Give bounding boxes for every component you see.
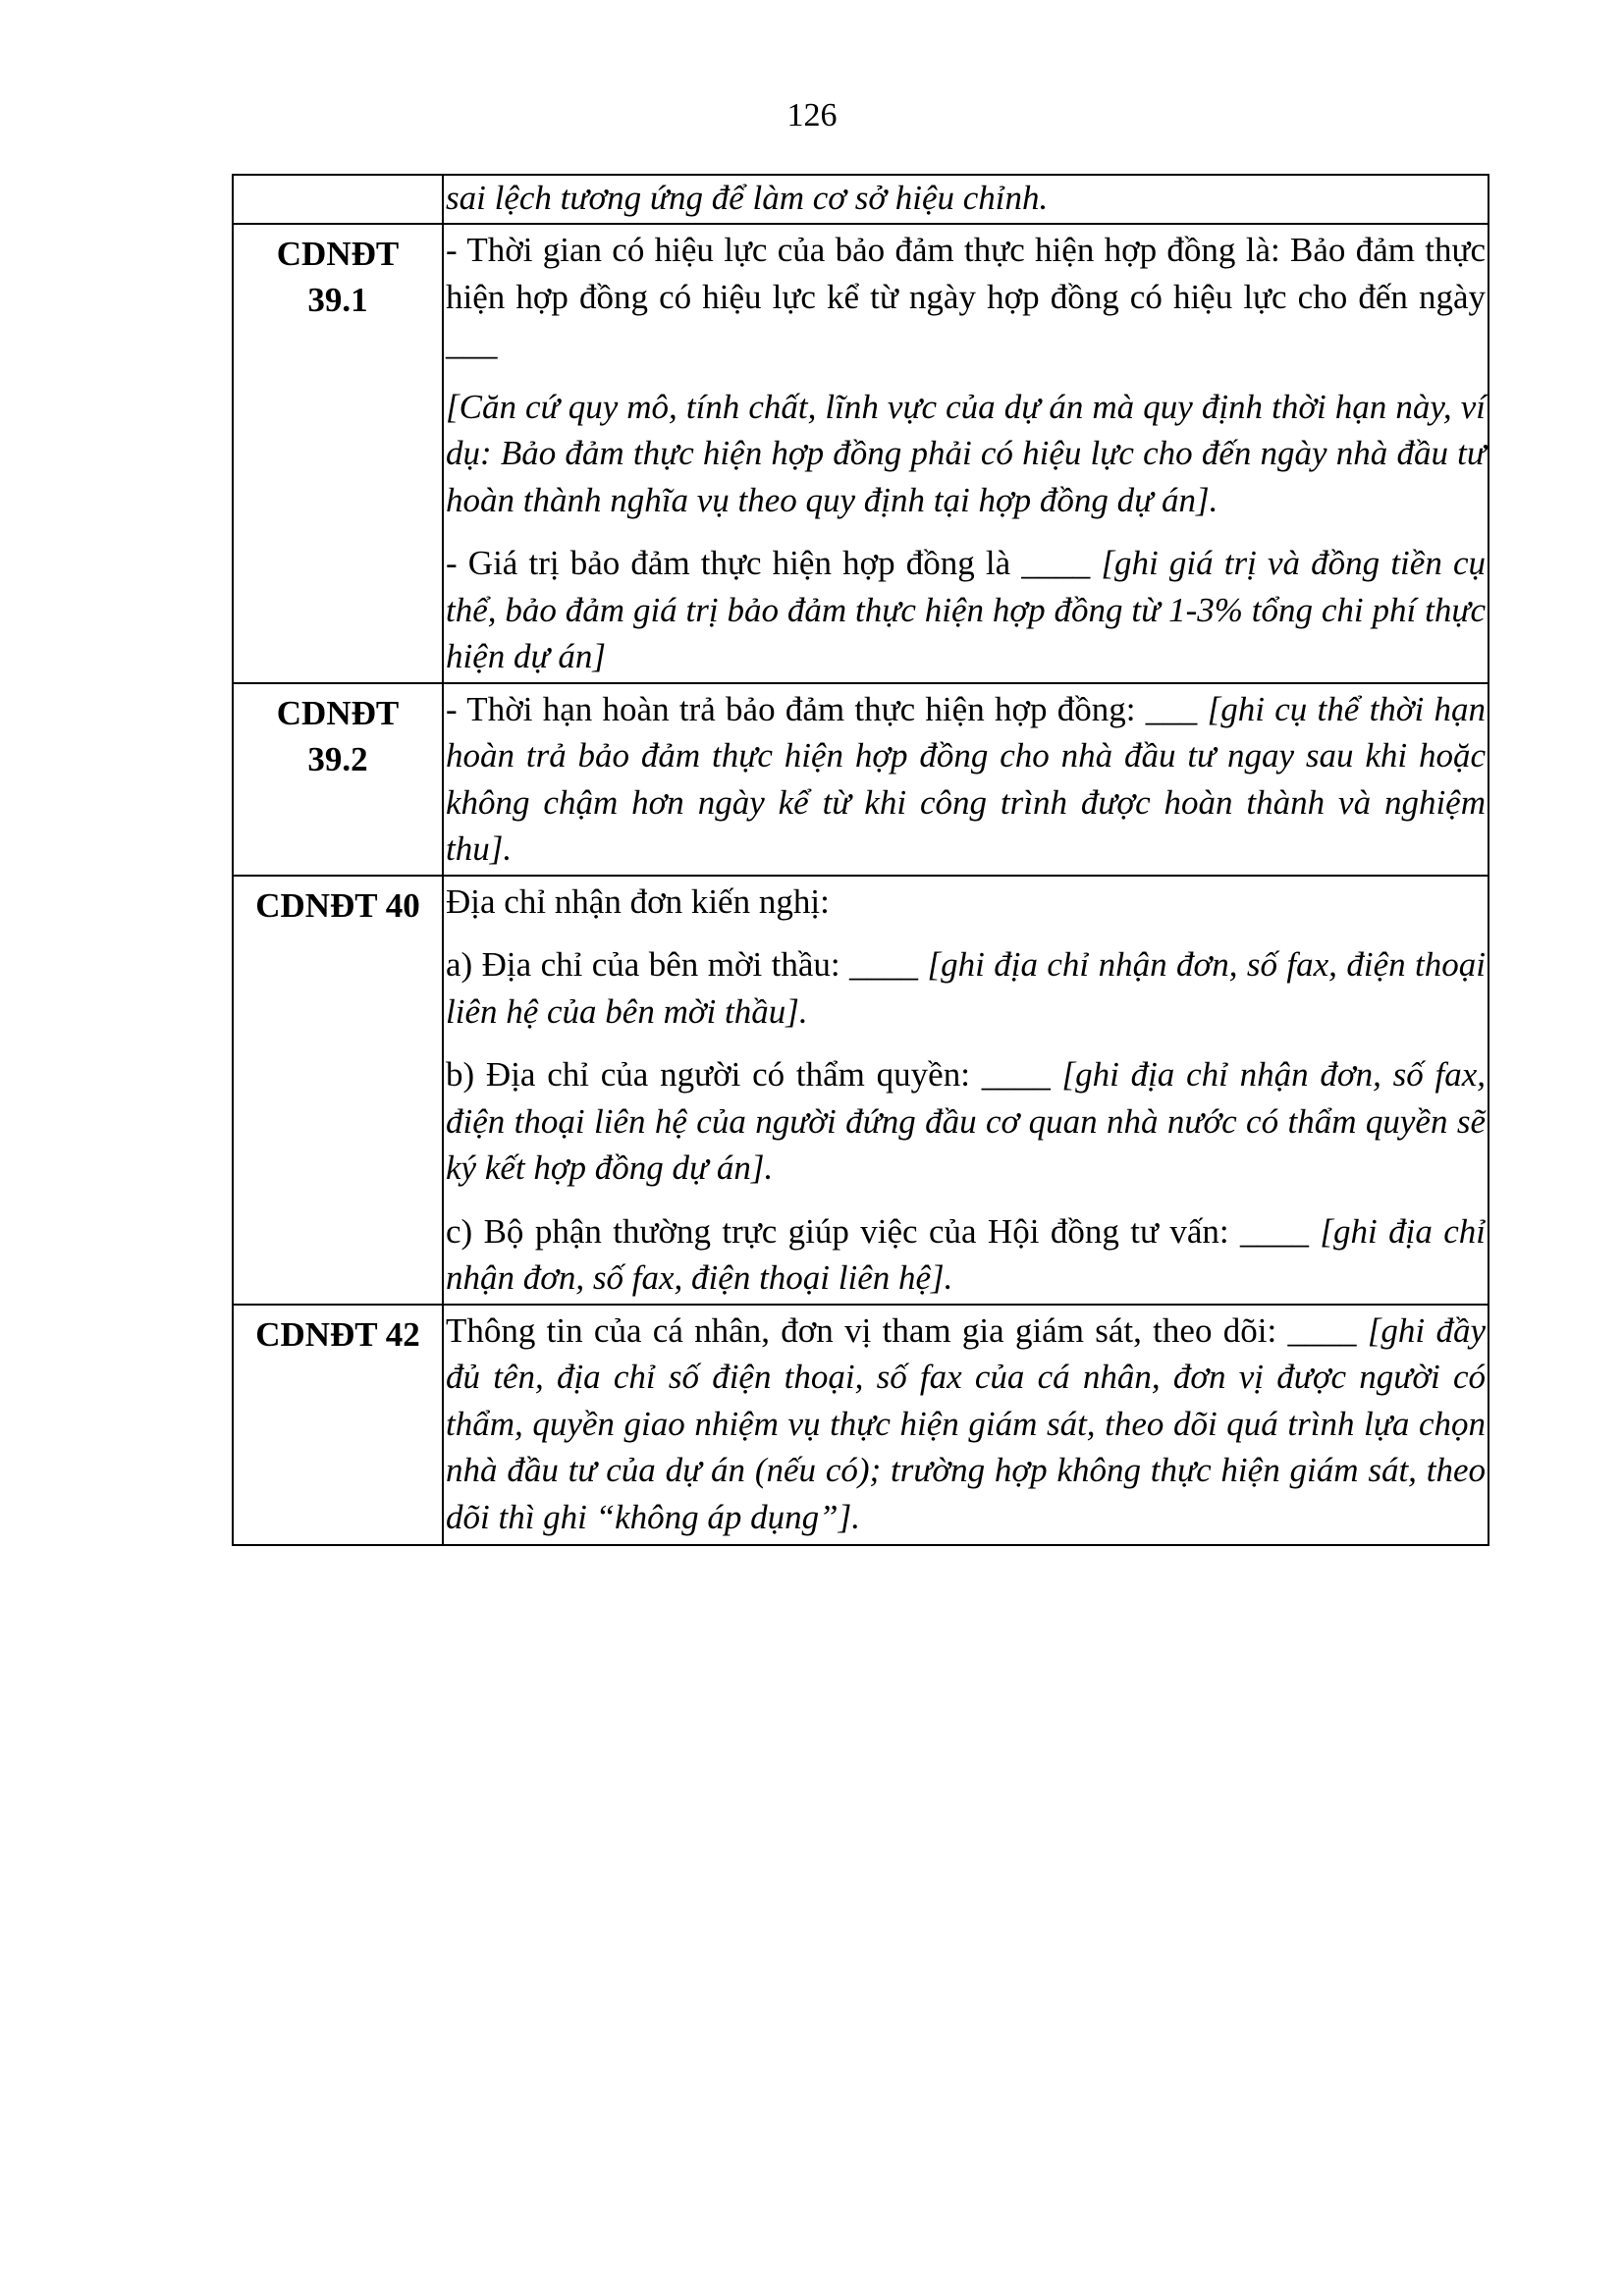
- paragraph-instruction: [ghi địa chỉ nhận đơn, số fax, điện thoại liên hệ].: [446, 1211, 1486, 1297]
- paragraph: [446, 879, 1486, 926]
- paragraph: [446, 1208, 1486, 1302]
- paragraph-text: Thông tin của cá nhân, đơn vị tham gia giám sát, theo dõi: ____: [446, 1310, 1368, 1350]
- paragraph-text: - Giá trị bảo đảm thực hiện hợp đồng là ____: [446, 544, 1102, 582]
- paragraph-instruction: [ghi cụ thể thời hạn hoàn trả bảo đảm thực hiện hợp đồng cho nhà đầu tư ngay sau khi hoặc không chậm hơn ngày kể từ khi công trình được hoàn thành và nghiệm thu].: [446, 689, 1486, 868]
- clause-content: [443, 1305, 1489, 1546]
- table-row: [233, 683, 1489, 876]
- paragraph-instruction: sai lệch tương ứng để làm cơ sở hiệu chỉnh.: [446, 179, 1049, 217]
- table-row: [233, 175, 1489, 224]
- paragraph: [446, 384, 1486, 524]
- paragraph-text: - Thời hạn hoàn trả bảo đảm thực hiện hợp đồng: ___: [446, 689, 1208, 728]
- paragraph: [446, 941, 1486, 1035]
- paragraph: [446, 1051, 1486, 1192]
- paragraph: [446, 540, 1486, 680]
- table-row: [233, 1305, 1489, 1546]
- clause-label: [233, 175, 443, 224]
- table-row: [233, 224, 1489, 683]
- paragraph-instruction: [ghi địa chỉ nhận đơn, số fax, điện thoại liên hệ của bên mời thầu].: [446, 945, 1486, 1031]
- clause-content: [443, 876, 1489, 1305]
- bid-data-table: [232, 174, 1489, 1546]
- table-row: [233, 876, 1489, 1305]
- paragraph: [446, 227, 1486, 367]
- paragraph-instruction: [ghi đầy đủ tên, địa chỉ số điện thoại, số fax của cá nhân, đơn vị được người có thẩm, quyền giao nhiệm vụ thực hiện giám sát, theo dõi quá trình lựa chọn nhà đầu tư của dự án (nếu có); trường hợp không thực hiện giám sát, theo dõi thì ghi “không áp dụng”].: [446, 1310, 1486, 1536]
- paragraph-text: c) Bộ phận thường trực giúp việc của Hội đồng tư vấn: ____: [446, 1211, 1321, 1251]
- clause-label: CDNĐT 40: [233, 876, 443, 1305]
- paragraph: [446, 686, 1486, 873]
- clause-content: [443, 683, 1489, 876]
- paragraph: [446, 176, 1486, 221]
- paragraph-instruction: [ghi địa chỉ nhận đơn, số fax, điện thoại liên hệ của người đứng đầu cơ quan nhà nước có thẩm quyền sẽ ký kết hợp đồng dự án].: [446, 1055, 1486, 1187]
- paragraph-text: - Thời gian có hiệu lực của bảo đảm thực hiện hợp đồng là: Bảo đảm thực hiện hợp đồng có hiệu lực kể từ ngày hợp đồng có hiệu lực cho đến ngày ___: [446, 231, 1486, 362]
- clause-content: [443, 175, 1489, 224]
- paragraph-text: a) Địa chỉ của bên mời thầu: ____: [446, 945, 928, 984]
- paragraph: [446, 1308, 1486, 1541]
- paragraph-instruction: [ghi giá trị và đồng tiền cụ thể, bảo đảm giá trị bảo đảm thực hiện hợp đồng từ 1-3% tổng chi phí thực hiện dự án]: [446, 544, 1486, 675]
- clause-label: CDNĐT 39.1: [233, 224, 443, 683]
- paragraph-text: Địa chỉ nhận đơn kiến nghị:: [446, 881, 830, 921]
- clause-label: CDNĐT 42: [233, 1305, 443, 1546]
- paragraph-instruction: [Căn cứ quy mô, tính chất, lĩnh vực của dự án mà quy định thời hạn này, ví dụ: Bảo đảm thực hiện hợp đồng phải có hiệu lực cho đến ngày nhà đầu tư hoàn thành nghĩa vụ theo quy định tại hợp đồng dự án].: [446, 387, 1486, 519]
- paragraph-text: b) Địa chỉ của người có thẩm quyền: ____: [446, 1055, 1062, 1094]
- clause-content: [443, 224, 1489, 683]
- clause-label: CDNĐT 39.2: [233, 683, 443, 876]
- page-number: 126: [786, 97, 838, 133]
